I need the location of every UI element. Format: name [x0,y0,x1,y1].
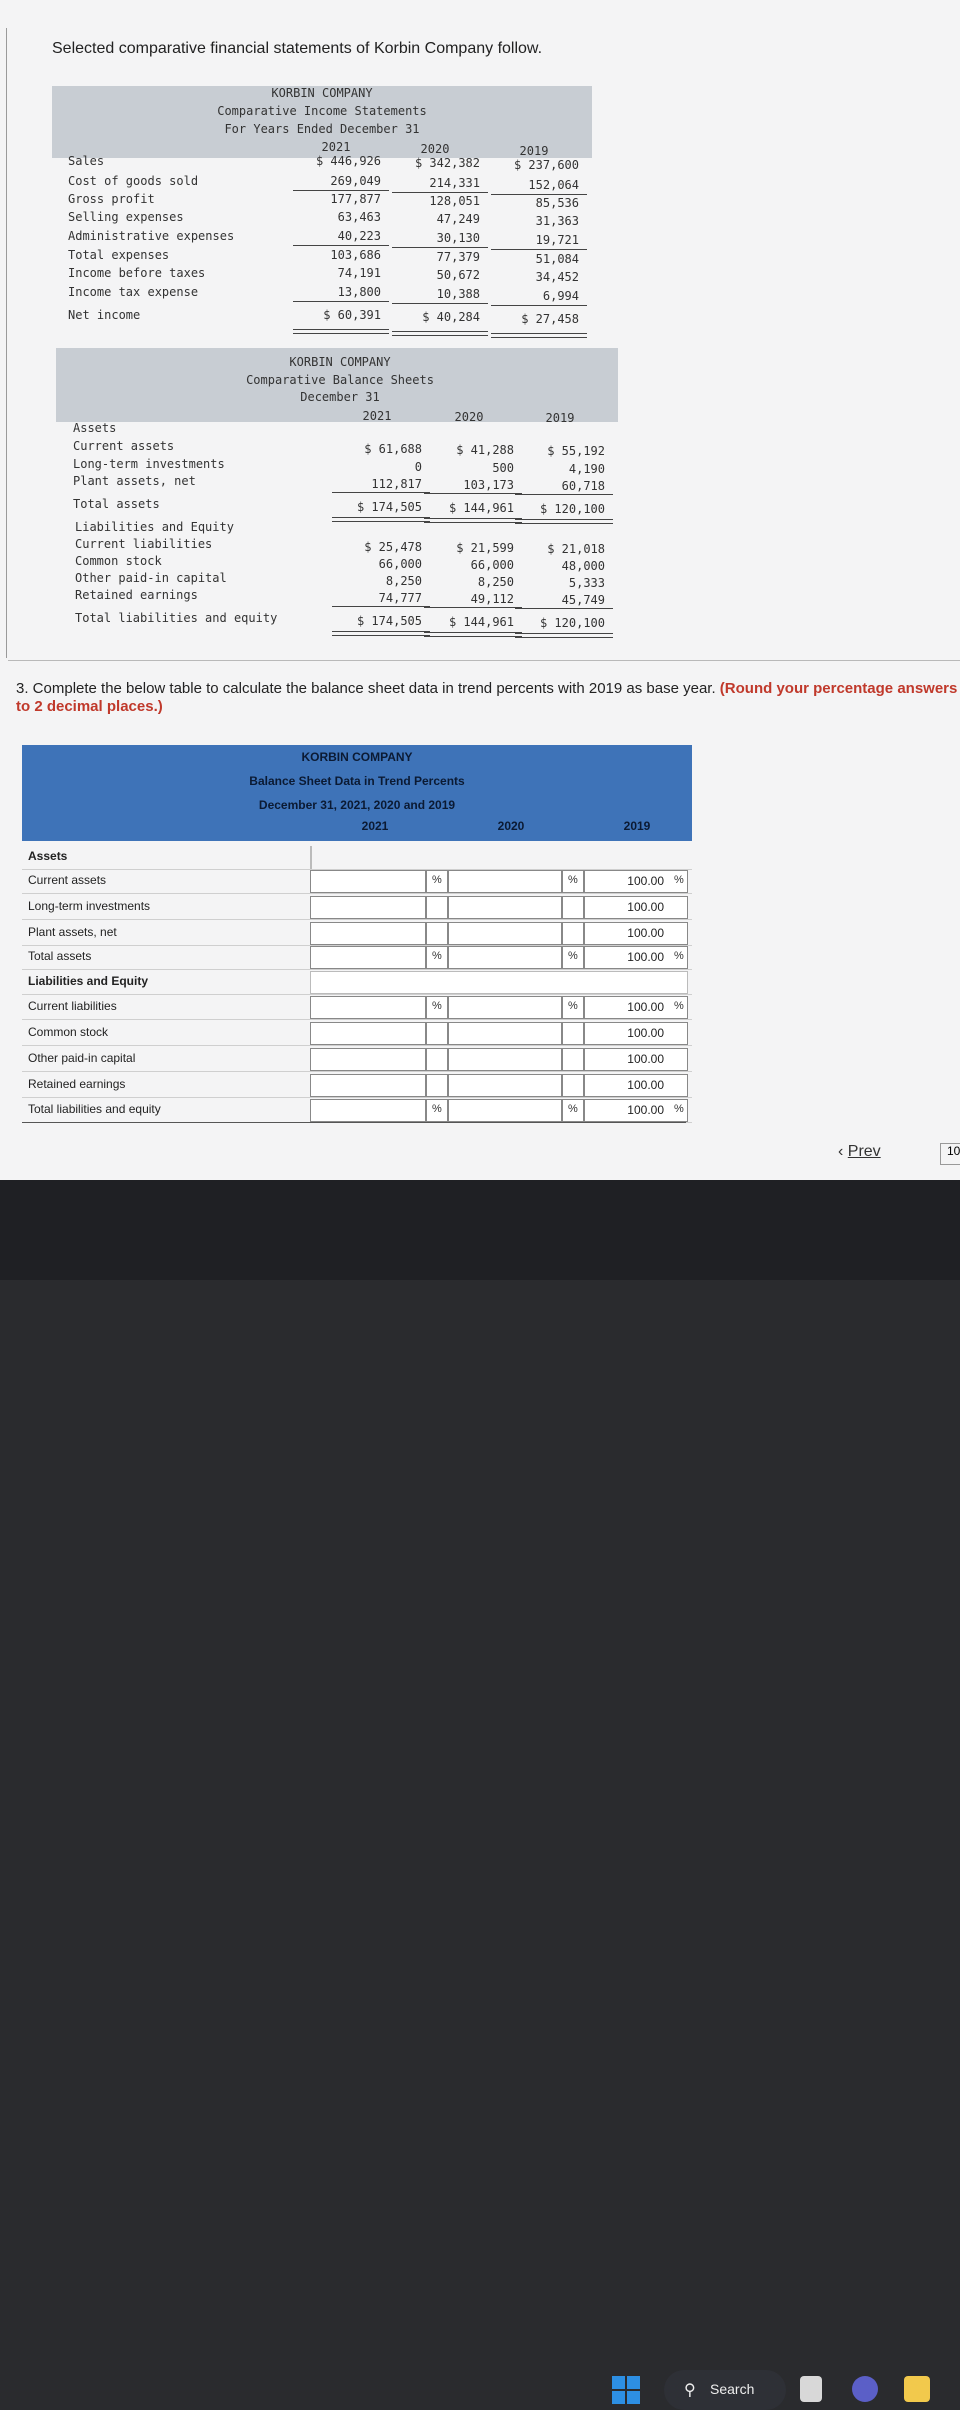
percent-sign: % [432,950,442,962]
income-double-underline [392,331,488,336]
balance-value: 49,112 [470,592,514,606]
income-value: $ 446,926 [315,154,381,168]
question-text: 3. Complete the below table to calculate the balance sheet data in trend percents with 2019 as base year. [16,680,716,697]
balance-value: 0 [414,460,422,474]
income-row-label: Net income [68,308,141,322]
balance-value: 8,250 [385,574,422,588]
trend-2021-pct-cell [426,1022,448,1045]
trend-row-label: Other paid-in capital [28,1051,136,1065]
percent-sign: % [568,1103,578,1115]
balance-row-label: Current assets [73,439,175,453]
question-note: (Round your percentage answers to 2 decimal places.) [16,680,958,715]
trend-row-label: Current assets [28,873,107,887]
income-underline [491,194,587,195]
balance-value: $ 120,100 [539,502,605,516]
trend-2021-pct-cell [426,1048,448,1071]
income-value: 13,800 [337,285,381,299]
balance-period: December 31 [300,390,380,404]
prev-label: Prev [847,1143,881,1160]
income-value: 177,877 [330,192,381,206]
income-year-header: 2021 [321,140,351,154]
percent-sign: % [568,1000,578,1012]
income-row-label: Total expenses [68,248,170,262]
balance-value: $ 21,599 [456,541,514,555]
taskbar [0,1180,960,2399]
prev-button[interactable]: ‹ Prev [838,1143,881,1160]
balance-double-underline [332,631,430,636]
income-value: $ 237,600 [513,158,579,172]
balance-value: $ 21,018 [547,542,605,556]
balance-row-label: Total assets [73,497,160,511]
trend-title-bar: KORBIN COMPANY [22,745,692,769]
balance-value: 103,173 [463,478,514,492]
balance-value: 4,190 [568,462,605,476]
trend-section-blank [310,971,688,994]
balance-double-underline [424,632,522,637]
balance-value: $ 120,100 [539,616,605,630]
trend-row-line [22,969,692,970]
income-value: $ 27,458 [521,312,579,326]
trend-row-line [22,893,692,894]
percent-sign: % [568,874,578,886]
income-underline [392,192,488,193]
income-value: $ 60,391 [323,308,381,322]
trend-2021-input[interactable] [310,1048,426,1071]
trend-subtitle-bar: Balance Sheet Data in Trend Percents [22,769,692,793]
income-value: 30,130 [436,231,480,245]
balance-underline [424,493,522,494]
trend-2021-input[interactable] [310,1074,426,1097]
income-title: KORBIN COMPANY [271,86,373,100]
balance-underline [332,606,430,607]
income-subtitle: Comparative Income Statements [217,104,427,118]
trend-row-label: Assets [28,849,68,863]
trend-2020-pct-cell [562,922,584,945]
screen [0,0,960,1180]
income-value: 103,686 [330,248,381,262]
percent-sign: % [674,950,684,962]
trend-year-header: 2019 [623,819,651,833]
taskbar-search[interactable] [664,2370,786,2410]
income-row-label: Selling expenses [68,210,184,224]
balance-row-label: Retained earnings [75,588,198,602]
balance-value: $ 174,505 [356,614,422,628]
balance-value: $ 61,688 [364,442,422,456]
income-value: 6,994 [542,289,579,303]
trend-section-blank [310,846,312,869]
income-value: 77,379 [436,250,480,264]
income-value: 269,049 [330,174,381,188]
income-row-label: Cost of goods sold [68,174,199,188]
trend-2020-input[interactable] [448,1099,562,1122]
trend-year-header: 2020 [497,819,525,833]
balance-value: 66,000 [470,558,514,572]
balance-double-underline [424,518,522,523]
page-number[interactable]: 10 [940,1143,960,1165]
balance-subtitle: Comparative Balance Sheets [246,373,434,387]
trend-2019-value: 100.00 [627,1000,664,1014]
balance-row-label: Current liabilities [75,537,213,551]
trend-row-label: Liabilities and Equity [28,974,149,988]
trend-2020-input[interactable] [448,870,562,893]
balance-year-header: 2019 [545,411,575,425]
income-value: 128,051 [429,194,480,208]
trend-2019-value: 100.00 [627,900,664,914]
percent-sign: % [674,1000,684,1012]
balance-value: $ 174,505 [356,500,422,514]
income-row-label: Administrative expenses [68,229,235,243]
income-value: $ 40,284 [422,310,480,324]
balance-underline [332,492,430,493]
trend-2020-input[interactable] [448,922,562,945]
income-underline [293,301,389,302]
balance-value: 500 [492,461,514,475]
trend-2019-value: 100.00 [627,1103,664,1117]
trend-2020-input[interactable] [448,1048,562,1071]
balance-value: $ 144,961 [448,501,514,515]
trend-2021-input[interactable] [310,1099,426,1122]
percent-sign: % [674,1103,684,1115]
search-label: Search [710,2381,755,2397]
balance-title: KORBIN COMPANY [289,355,391,369]
income-value: 63,463 [337,210,381,224]
income-value: 40,223 [337,229,381,243]
trend-row-label: Retained earnings [28,1077,126,1091]
balance-year-header: 2020 [454,410,484,424]
balance-value: $ 144,961 [448,615,514,629]
windows-start-icon[interactable] [612,2376,640,2404]
trend-row-line [22,1097,692,1098]
trend-2020-pct-cell [562,896,584,919]
question [16,680,960,716]
income-value: 152,064 [528,178,579,192]
trend-2020-input[interactable] [448,946,562,969]
trend-2019-value: 100.00 [627,926,664,940]
balance-value: 5,333 [568,576,605,590]
file-icon[interactable] [800,2376,822,2402]
trend-2021-input[interactable] [310,896,426,919]
percent-sign: % [432,874,442,886]
trend-row-label: Total liabilities and equity [28,1102,161,1116]
balance-value: 8,250 [477,575,514,589]
trend-bottom-line [22,1122,686,1123]
income-value: 47,249 [436,212,480,226]
percent-sign: % [432,1000,442,1012]
trend-year-header: 2021 [361,819,389,833]
balance-value: $ 41,288 [456,443,514,457]
balance-row-label: Other paid-in capital [75,571,227,585]
trend-2019-value: 100.00 [627,1078,664,1092]
left-border [6,28,7,658]
balance-value: 66,000 [378,557,422,571]
trend-2019-value: 100.00 [627,1052,664,1066]
balance-value: 112,817 [371,477,422,491]
balance-value: 48,000 [561,559,605,573]
trend-row-line [22,1071,692,1072]
income-underline [293,190,389,191]
income-row-label: Gross profit [68,192,155,206]
trend-row-label: Current liabilities [28,999,117,1013]
trend-period-bar: December 31, 2021, 2020 and 2019 [22,793,692,817]
balance-underline [424,607,522,608]
trend-2021-pct-cell [426,896,448,919]
income-value: 31,363 [535,214,579,228]
trend-row-line [22,994,692,995]
income-value: 85,536 [535,196,579,210]
trend-2021-input[interactable] [310,1022,426,1045]
income-value: 51,084 [535,252,579,266]
trend-2020-input[interactable] [448,996,562,1019]
balance-value: $ 55,192 [547,444,605,458]
income-double-underline [491,333,587,338]
trend-2020-input[interactable] [448,896,562,919]
balance-row-label: Liabilities and Equity [75,520,234,534]
trend-2021-input[interactable] [310,946,426,969]
income-value: 50,672 [436,268,480,282]
income-row-label: Income tax expense [68,285,199,299]
percent-sign: % [432,1103,442,1115]
income-value: 19,721 [535,233,579,247]
trend-row-label: Common stock [28,1025,109,1039]
balance-row-label: Total liabilities and equity [75,611,278,625]
trend-2020-pct-cell [562,1048,584,1071]
trend-2020-input[interactable] [448,1074,562,1097]
income-period: For Years Ended December 31 [224,122,420,136]
income-year-header: 2019 [519,144,549,158]
income-underline [491,305,587,306]
trend-2021-input[interactable] [310,870,426,893]
balance-row-label: Assets [73,421,117,435]
income-year-header: 2020 [420,142,450,156]
income-underline [392,247,488,248]
trend-2021-pct-cell [426,922,448,945]
balance-row-label: Plant assets, net [73,474,196,488]
trend-2019-value: 100.00 [627,950,664,964]
balance-double-underline [515,519,613,524]
balance-value: 74,777 [378,591,422,605]
balance-row-label: Common stock [75,554,162,568]
folder-icon[interactable] [904,2376,930,2402]
trend-2019-value: 100.00 [627,874,664,888]
income-value: 10,388 [436,287,480,301]
trend-2021-pct-cell [426,1074,448,1097]
trend-2019-value: 100.00 [627,1026,664,1040]
balance-value: 45,749 [561,593,605,607]
income-row-label: Income before taxes [68,266,206,280]
income-row-label: Sales [68,154,105,168]
trend-2021-input[interactable] [310,922,426,945]
balance-row-label: Long-term investments [73,457,225,471]
search-icon: ⚲ [684,2382,696,2399]
balance-double-underline [515,633,613,638]
trend-row-label: Plant assets, net [28,925,117,939]
balance-value: $ 25,478 [364,540,422,554]
percent-sign: % [674,874,684,886]
income-underline [491,249,587,250]
intro-text: Selected comparative financial statements of Korbin Company follow. [52,40,543,57]
balance-double-underline [332,517,430,522]
trend-row-line [22,919,692,920]
percent-sign: % [568,950,578,962]
trend-2020-input[interactable] [448,1022,562,1045]
trend-2020-pct-cell [562,1074,584,1097]
balance-value: 60,718 [561,479,605,493]
trend-2021-input[interactable] [310,996,426,1019]
income-underline [392,303,488,304]
income-value: $ 342,382 [414,156,480,170]
income-value: 214,331 [429,176,480,190]
income-value: 74,191 [337,266,381,280]
balance-underline [515,608,613,609]
income-double-underline [293,329,389,334]
income-underline [293,245,389,246]
trend-row-line [22,1019,692,1020]
balance-year-header: 2021 [362,409,392,423]
trend-row-label: Long-term investments [28,899,151,913]
section-divider [8,660,960,661]
income-value: 34,452 [535,270,579,284]
trend-2020-pct-cell [562,1022,584,1045]
balance-underline [515,494,613,495]
trend-row-line [22,1045,692,1046]
trend-row-label: Total assets [28,949,92,963]
meet-icon[interactable] [852,2376,878,2402]
